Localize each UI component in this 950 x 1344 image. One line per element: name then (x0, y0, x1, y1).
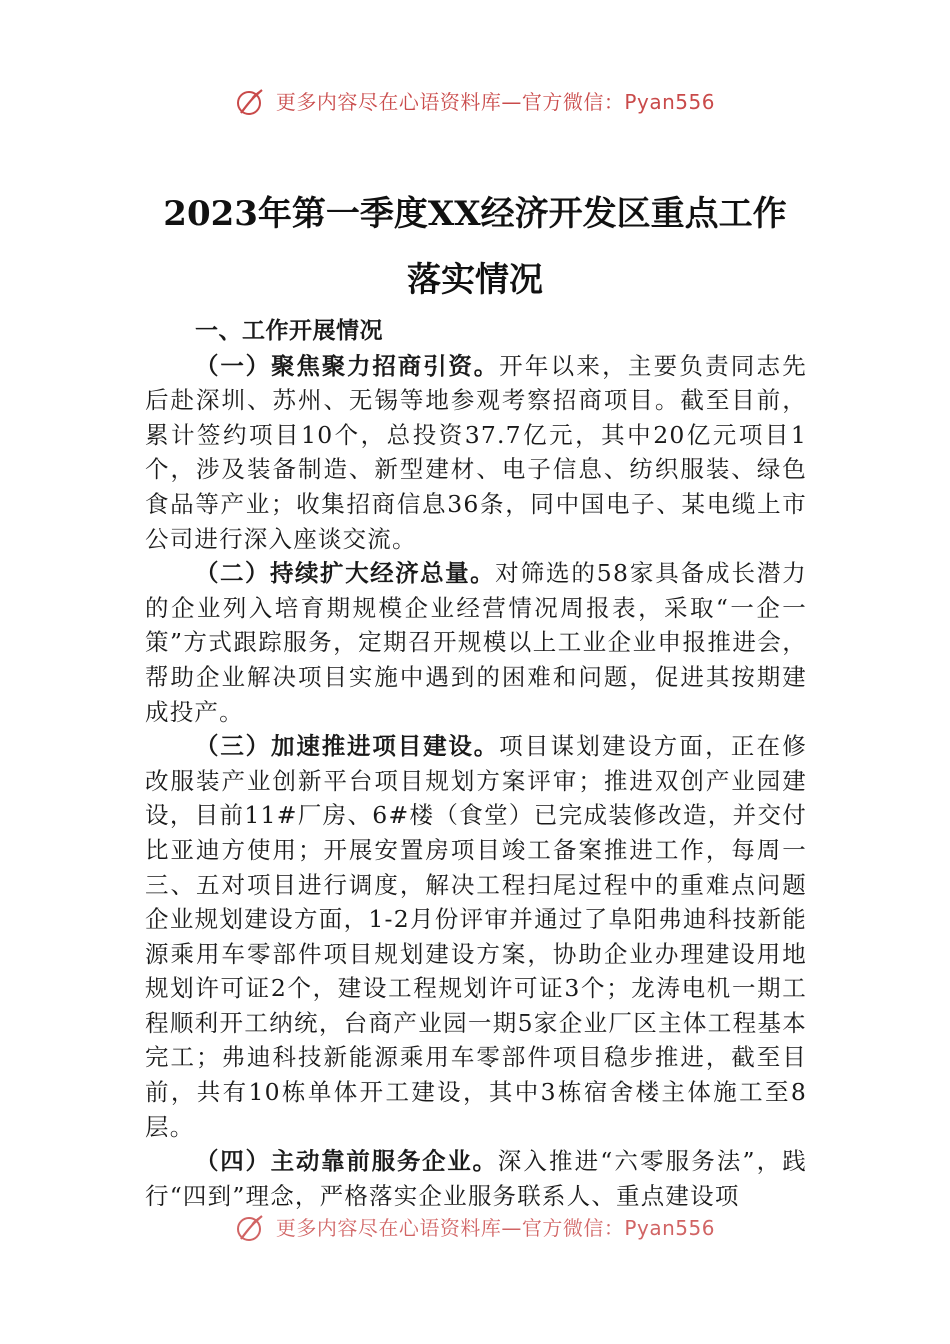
paragraph-lead: （三）加速推进项目建设。 (195, 732, 500, 761)
feather-logo-icon (235, 1213, 265, 1243)
document-title-line2: 落实情况 (407, 260, 543, 300)
paragraph-lead: （四）主动靠前服务企业。 (195, 1147, 498, 1176)
watermark-text: 更多内容尽在心语资料库—官方微信：Pyan556 (275, 90, 715, 114)
paragraph-body: 项目谋划建设方面，正在修改服装产业创新平台项目规划方案评审；推进双创产业园建设，目前11#厂房、6#楼（食堂）已完成装修改造，并交付比亚迪方使用；开展安置房项目竣工备案推进工作，每周一三、五对项目进行调度，解决工程扫尾过程中的重难点问题企业规划建设方面，1-2月份评审并通过了阜阳弗迪科技新能源乘用车零部件项目规划建设方案，协助企业办理建设用地规划许可证2个，建设工程规划许可证3个；龙涛电机一期工程顺利开工纳统，台商产业园一期5家企业厂区主体工程基本完工；弗迪科技新能源乘用车零部件项目稳步推进，截至目前，共有10栋单体开工建设，其中3栋宿舍楼主体施工至8层。 (145, 732, 807, 1141)
section-heading: 一、工作开展情况 (195, 318, 383, 344)
watermark-text: 更多内容尽在心语资料库—官方微信：Pyan556 (275, 1216, 715, 1240)
paragraph (145, 729, 807, 1144)
paragraph-lead: （一）聚焦聚力招商引资。 (195, 351, 500, 380)
paragraph-body: 对筛选的58家具备成长潜力的企业列入培育期规模企业经营情况周报表，采取“一企一策”方式跟踪服务，定期召开规模以上工业企业申报推进会，帮助企业解决项目实施中遇到的困难和问题，促进其按期建成投产。 (145, 559, 807, 726)
feather-logo-icon (235, 87, 265, 117)
footer-watermark (0, 1212, 950, 1245)
paragraph (145, 1144, 807, 1213)
paragraph (145, 556, 807, 729)
paragraph-body: 深入推进“六零服务法”，践行“四到”理念，严格落实企业服务联系人、重点建设项 (145, 1147, 807, 1210)
paragraph-lead: （二）持续扩大经济总量。 (195, 559, 496, 588)
header-watermark (0, 86, 950, 119)
document-body (145, 314, 807, 1213)
document-title-line1: 2023年第一季度XX经济开发区重点工作 (163, 194, 787, 234)
paragraph-body: 开年以来，主要负责同志先后赴深圳、苏州、无锡等地参观考察招商项目。截至目前，累计签约项目10个，总投资37.7亿元，其中20亿元项目1个，涉及装备制造、新型建材、电子信息、纺织服装、绿色食品等产业；收集招商信息36条，同中国电子、某电缆上市公司进行深入座谈交流。 (145, 351, 807, 553)
paragraph (145, 349, 807, 557)
